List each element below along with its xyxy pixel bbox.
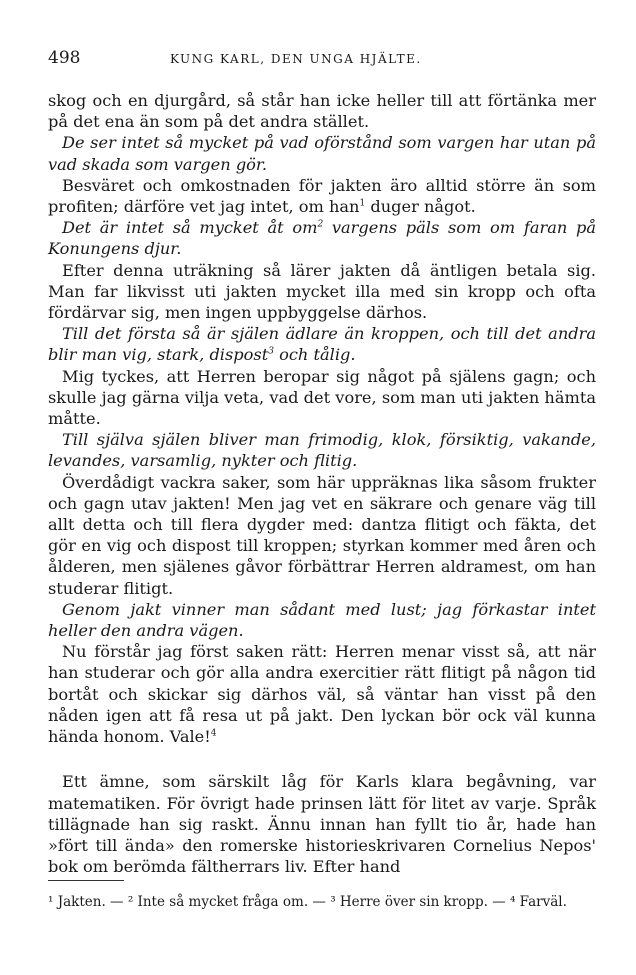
running-title: KUNG KARL, DEN UNGA HJÄLTE. xyxy=(170,52,422,66)
paragraph: Nu förstår jag först saken rätt: Herren menar visst så, att när han studerar och gör alla andra exercitier rätt flitigt på någon tid bortåt och skickar sig därhos väl, så väntar han visst på den nåden igen att få resa ut på jakt. Den lyckan bör ock väl kunna hända honom. Vale!$^4$ xyxy=(48,642,596,747)
footnotes: ¹ Jakten. — ² Inte så mycket fråga om. — ³ Herre över sin kropp. — ⁴ Farväl. xyxy=(48,894,567,910)
paragraph-italic: Genom jakt vinner man sådant med lust; jag förkastar intet heller den andra vägen. xyxy=(48,599,596,641)
footnote-ref: 3 xyxy=(268,347,274,358)
paragraph: Ett ämne, som särskilt låg för Karls klara begåvning, var matematiken. För övrigt hade prinsen lätt för litet av varje. Språk tillägnade han sig raskt. Ännu innan han fyllt tio år, hade han »fört till ända» den romerske historieskrivaren Cornelius Nepos' bok om berömda fältherrars liv. Efter hand xyxy=(48,772,596,877)
page-header xyxy=(48,48,598,72)
paragraph-italic: Det är intet så mycket åt $om^2$ vargens päls som om faran på Konungens djur. xyxy=(48,218,596,259)
paragraph-italic: Till själva själen bliver man frimodig, klok, försiktig, vakande, levandes, varsamlig, nykter och flitig. xyxy=(48,430,596,471)
paragraph: Besväret och omkostnaden för jakten äro alltid större än som profiten; därföre vet jag intet, om han$^1$ duger något. xyxy=(48,175,596,217)
paragraph-italic: Till det första så är själen ädlare än kroppen, och till det andra blir man vig, stark, dispost$^3$ och tålig. xyxy=(48,324,596,365)
footnote-ref: 2 xyxy=(317,219,324,230)
paragraph-italic: De ser intet så mycket på vad oförstånd som vargen har utan på vad skada som vargen gör. xyxy=(48,133,596,174)
body-text xyxy=(48,90,596,877)
paragraph: Efter denna uträkning så lärer jakten då äntligen betala sig. Man far likvisst uti jakten mycket illa med sin kropp och ofta fördärvar sig, men ingen uppbyggelse därhos. xyxy=(48,260,596,323)
paragraph: Mig tyckes, att Herren beropar sig något på själens gagn; och skulle jag gärna vilja veta, vad det vore, som man uti jakten hämta måtte. xyxy=(48,366,596,429)
page-number: 498 xyxy=(48,48,81,68)
footnote-ref: 1 xyxy=(359,198,366,209)
paragraph: Överdådigt vackra saker, som här uppräknas lika såsom frukter och gagn utav jakten! Men jag vet en säkrare och genare väg till allt detta och till flera dygder med: dantza flitigt och fäkta, det gör en vig och dispost till kroppen; styrkan kommer med åren och ålderen, men själenes gåvor förbättrar Herren aldramest, om han studerar flitigt. xyxy=(48,472,596,598)
footnote-ref: 4 xyxy=(210,728,217,739)
footnote-rule xyxy=(48,880,124,881)
paragraph: skog och en djurgård, så står han icke heller till att förtänka mer på det ena än som på det andra stället. xyxy=(48,91,596,132)
